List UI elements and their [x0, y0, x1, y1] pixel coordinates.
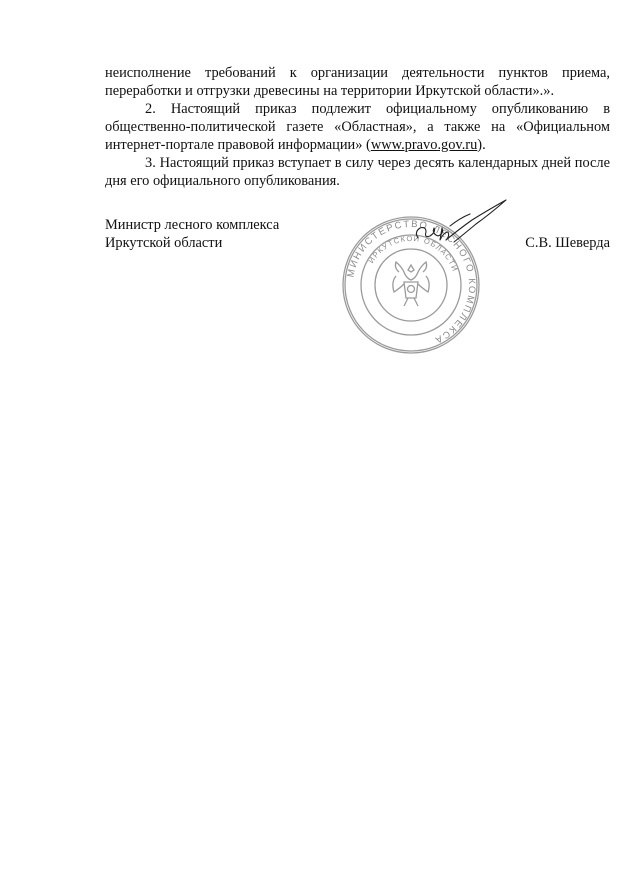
handwritten-signature-icon [410, 196, 520, 256]
pravo-gov-link[interactable]: www.pravo.gov.ru [370, 137, 478, 153]
signer-position-line-2: Иркутской области [105, 235, 223, 251]
signer-position-line-1: Министр лесного комплекса [105, 217, 280, 233]
document-body [105, 64, 610, 190]
signer-name: С.В. Шеверда [525, 235, 610, 251]
paragraph-1: неисполнение требований к организации деятельности пунктов приема, переработки и отгрузки древесины на территории Иркутской области».». [105, 65, 610, 99]
paragraph-2-text: 2. Настоящий приказ подлежит официальному опубликованию в общественно-политической газете «Областная», а также на «Официальном интернет-портале правовой информации» ( [105, 101, 610, 153]
paragraph-3: 3. Настоящий приказ вступает в силу через десять календарных дней после дня его официального опубликования. [105, 155, 610, 189]
seal-inner-text: ИРКУТСКОЙ ОБЛАСТИ [366, 233, 460, 274]
paragraph-2 [105, 100, 610, 154]
signature-block [0, 210, 640, 370]
signer-position [105, 216, 279, 252]
paragraph-2-closing: ). [477, 137, 486, 153]
seal-outer-text: МИНИСТЕРСТВО ЛЕСНОГО КОМПЛЕКСА [345, 218, 478, 346]
